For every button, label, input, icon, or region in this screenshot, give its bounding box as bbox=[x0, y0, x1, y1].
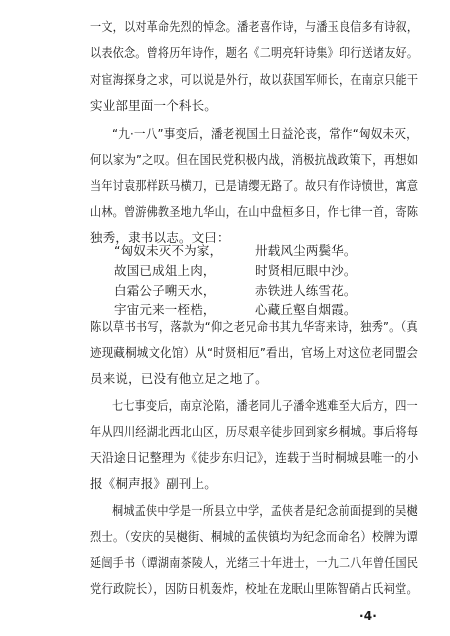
poem-line: 宇宙元来一桎梏， bbox=[114, 302, 216, 317]
text-line: “九·一八”事变后，潘老视国土日益沦丧，常作“匈奴未灭， bbox=[112, 126, 418, 141]
text-line: 当年讨袁那样跃马横刀，已是请缨无路了。故只有作诗愤世，寓意 bbox=[90, 178, 419, 193]
poem-line: “匈奴未灭不为家， bbox=[114, 243, 223, 258]
text-line: 何以家为”之叹。但在国民党积极内战，消极抗战政策下，再想如 bbox=[90, 152, 419, 167]
text-line: 对宦海探身之求，可以说是外行，故以获国军师长，在南京只能干 bbox=[90, 72, 419, 87]
text-line: 山林。曾游佛教圣地九华山，在山中盘桓多日，作七律一首，寄陈 bbox=[90, 204, 419, 219]
text-line: 烈士。（安庆的吴樾街、桐城的孟侠镇均为纪念而命名）校牌为谭 bbox=[90, 529, 419, 544]
text-line: 桐城孟侠中学是一所县立中学，孟侠者是纪念前面提到的吴樾 bbox=[112, 503, 418, 518]
text-line: 实业部里面一个科长。 bbox=[90, 98, 218, 113]
poem-line: 白霜公子嗍天水， bbox=[114, 283, 216, 298]
poem-line: 故国已成俎上肉， bbox=[114, 263, 216, 278]
poem-line: 卅载风尘两鬓华。 bbox=[255, 243, 357, 258]
text-line: 员来说，已没有他立足之地了。 bbox=[90, 371, 268, 386]
poem-line: 心藏丘壑自烟霞。 bbox=[255, 302, 357, 317]
text-line: 独秀，隶书以志。文曰： bbox=[90, 230, 230, 245]
text-line: 陈以草书书写，落款为“仰之老兄命书其九华寄来诗，独秀”。（真 bbox=[90, 319, 418, 334]
text-line: 七七事变后，南京沦陷，潘老同儿子潘伞逃难至大后方，四一 bbox=[112, 398, 418, 413]
text-line: 报《桐声报》副刊上。 bbox=[90, 476, 218, 491]
poem-line: 时贤相厄眼中沙。 bbox=[255, 263, 357, 278]
text-line: 年从四川经湖北西北山区，历尽艰辛徒步回到家乡桐城。事后将每 bbox=[90, 424, 419, 439]
text-line: 一文，以对革命先烈的悼念。潘老喜作诗，与潘玉良信多有诗叙， bbox=[90, 19, 419, 34]
poem-line: 赤铁进人练雪花。 bbox=[255, 283, 357, 298]
text-line: 天沿途日记整理为《徒步东归记》，连载于当时桐城县唯一的小 bbox=[90, 450, 419, 465]
text-line: 迹现藏桐城文化馆）从“时贤相厄”看出，官场上对这位老同盟会 bbox=[90, 345, 419, 360]
text-line: 以表依念。曾将历年诗作，题名《二明亮轩诗集》印行送诸友好。 bbox=[90, 45, 419, 60]
page-number: ·4· bbox=[359, 609, 378, 623]
text-line: 延闿手书（谭湖南茶陵人，光绪三十年进士，一九二八年曾任国民 bbox=[90, 555, 419, 570]
text-line: 党行政院长），因防日机轰炸，校址在龙眠山里陈智硝占氏祠堂。 bbox=[90, 581, 419, 596]
